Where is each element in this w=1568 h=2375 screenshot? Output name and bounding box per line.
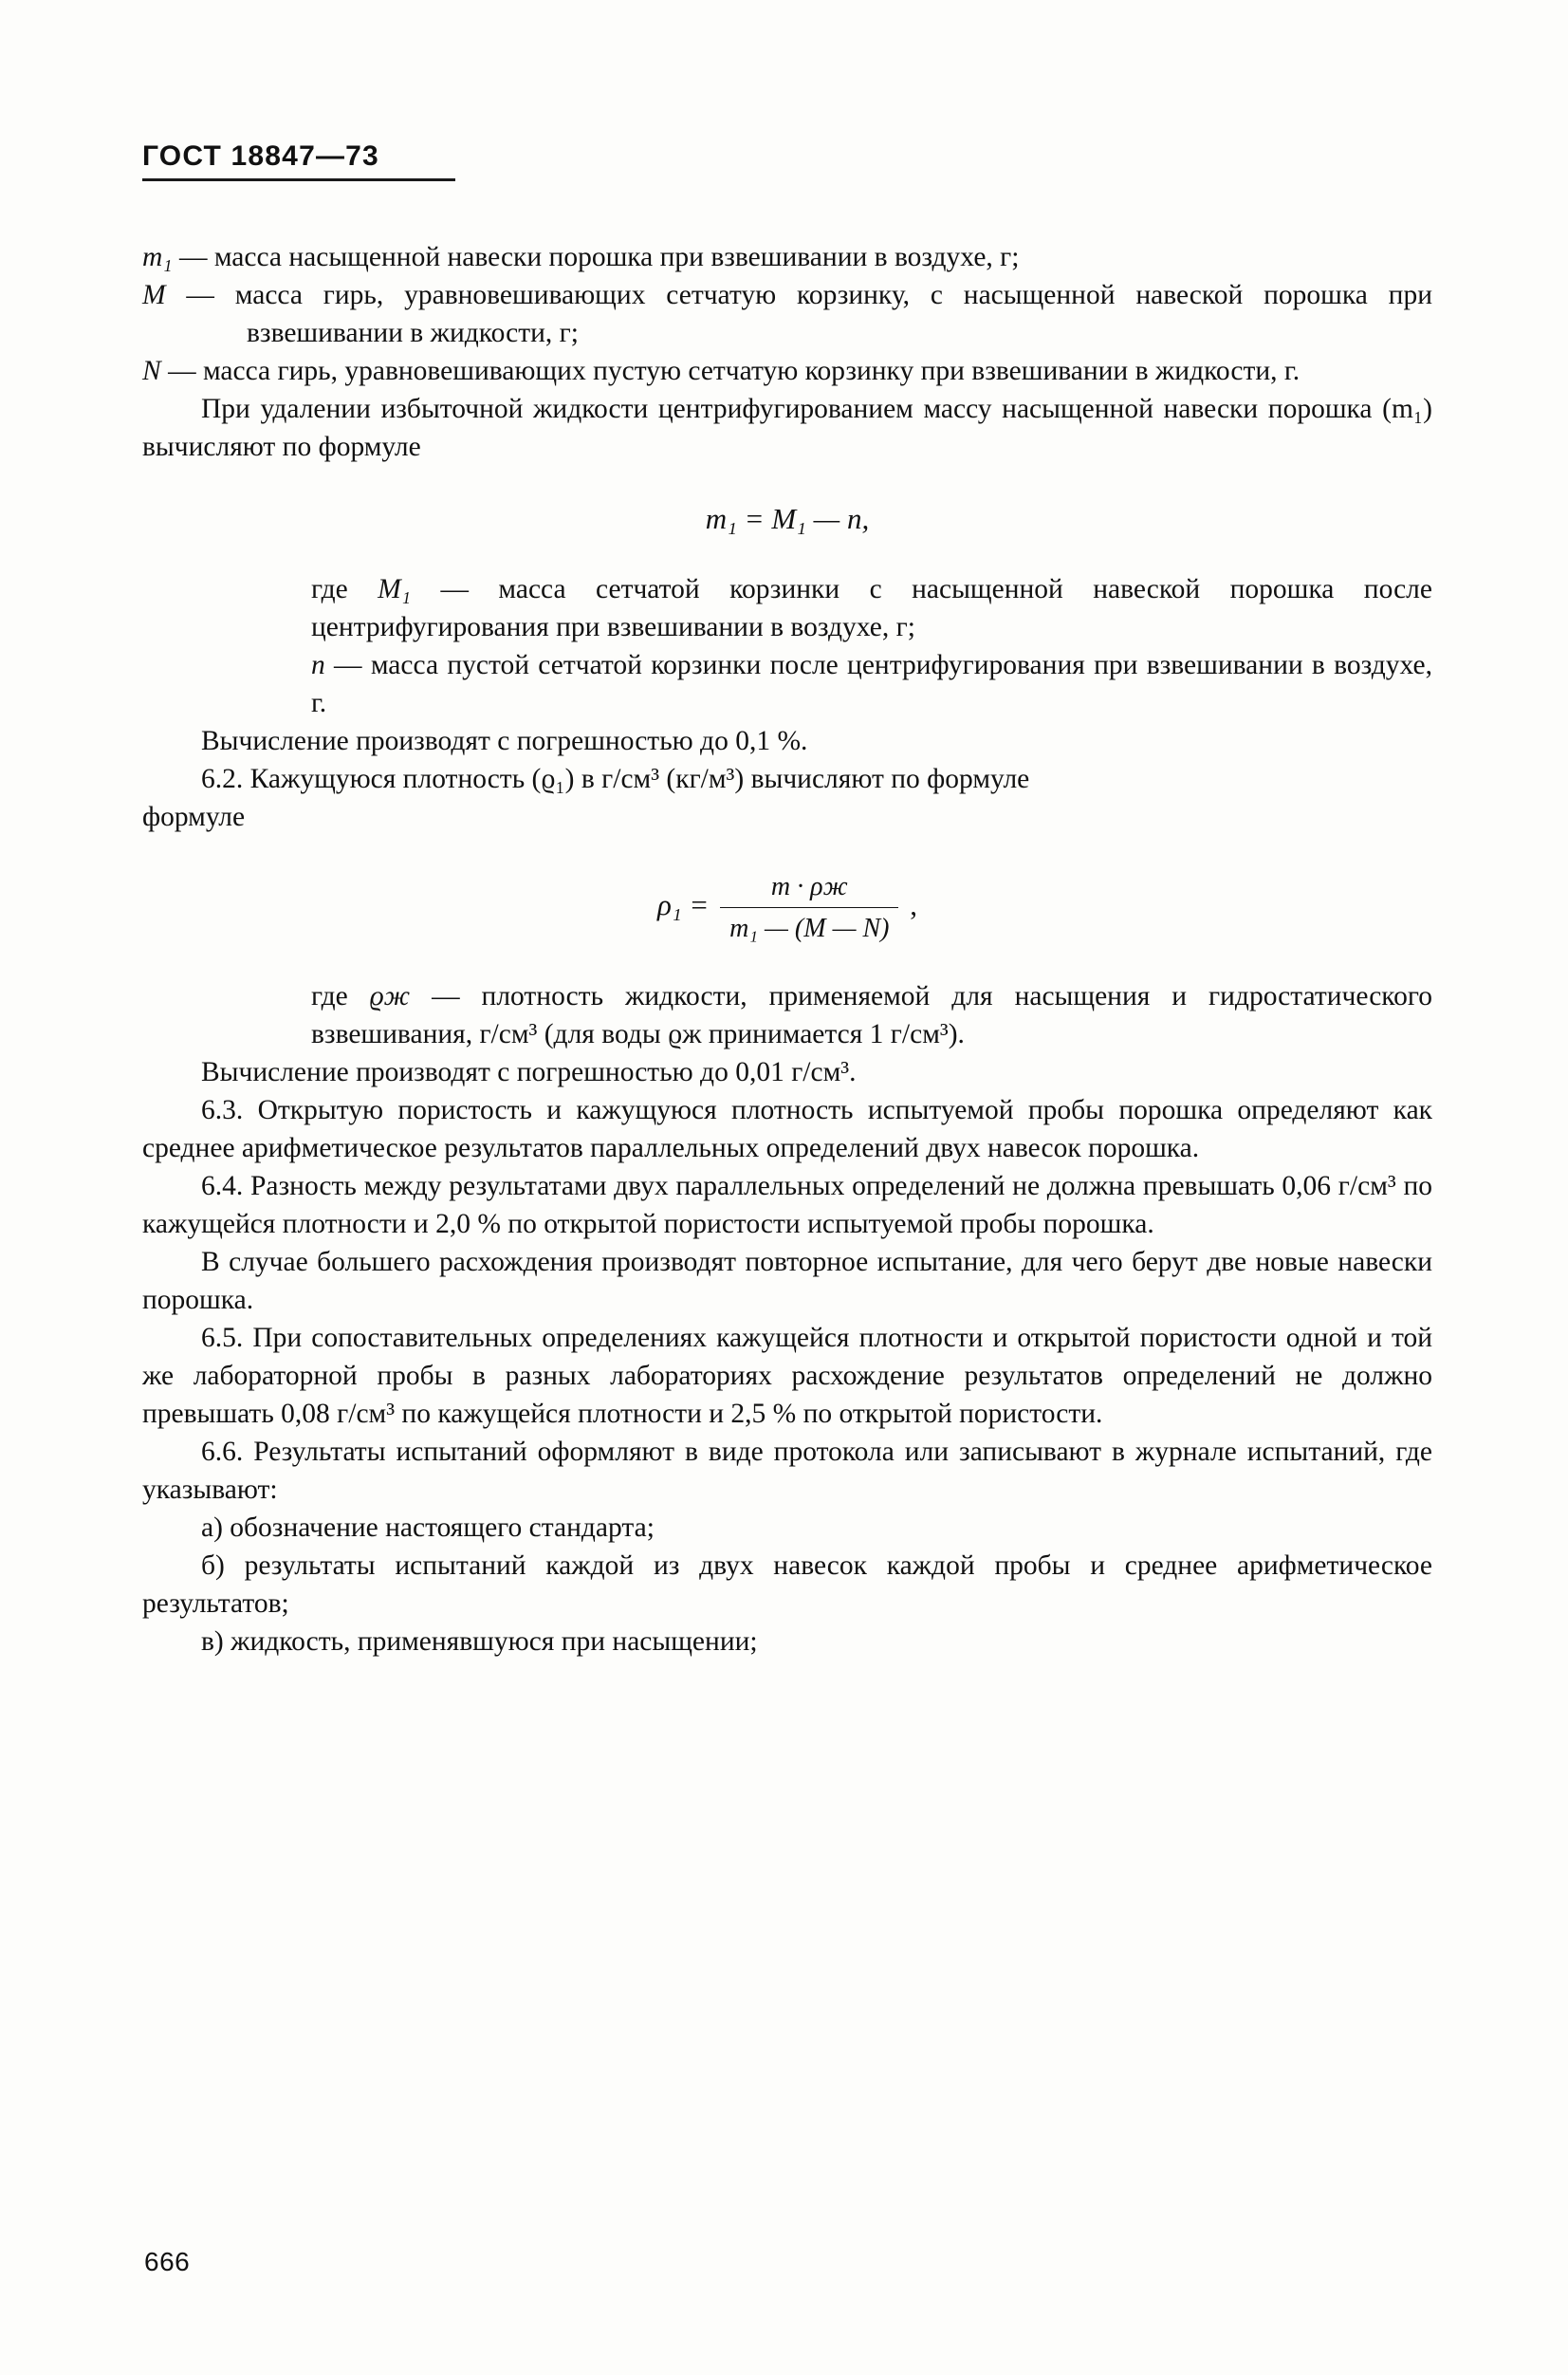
definition-item	[311, 647, 1432, 723]
definition-symbol: M	[142, 279, 166, 310]
page-number: 666	[144, 2247, 191, 2276]
paragraph-centrifuge: При удалении избыточной жидкости центрифугированием массу насыщенной навески порошка (m₁) вычисляют по формуле	[142, 393, 1432, 462]
list-item: б) результаты испытаний каждой из двух навесок каждой пробы и среднее арифметическое результатов;	[142, 1550, 1432, 1619]
definition-item	[142, 277, 1433, 353]
definition-text: — масса гирь, уравновешивающих пустую сетчатую корзинку при взвешивании в жидкости, г.	[168, 355, 1301, 386]
paragraph-precision-1: Вычисление производят с погрешностью до 0,1 %.	[201, 725, 808, 756]
definition-item	[311, 978, 1432, 1054]
definition-item	[142, 353, 1432, 391]
definition-item	[142, 239, 1432, 277]
definition-symbol: N	[142, 355, 161, 386]
definition-item	[311, 571, 1432, 647]
paragraph-discrepancy: В случае большего расхождения производят повторное испытание, для чего берут две новые навески порошка.	[142, 1247, 1432, 1316]
definition-symbol: n	[311, 649, 325, 680]
paragraph-precision-2: Вычисление производят с погрешностью до 0,01 г/см³.	[201, 1057, 857, 1088]
clause-6-3: 6.3. Открытую пористость и кажущуюся плотность испытуемой пробы порошка определяют как среднее арифметическое результатов параллельных определений двух навесок порошка.	[142, 1095, 1432, 1164]
definition-text: — масса пустой сетчатой корзинки после центрифугирования при взвешивании в воздухе, г.	[311, 649, 1432, 718]
clause-6-4: 6.4. Разность между результатами двух параллельных определений не должна превышать 0,06 г/см³ по кажущейся плотности и 2,0 % по открытой пористости испытуемой пробы порошка.	[142, 1171, 1432, 1240]
formula-numerator: m · ρж	[720, 869, 898, 908]
standard-number: ГОСТ 18847—73	[142, 140, 379, 172]
list-item: в) жидкость, применявшуюся при насыщении;	[201, 1625, 758, 1657]
definition-symbol: M₁	[378, 573, 412, 604]
definition-text: — масса насыщенной навески порошка при взвешивании в воздухе, г;	[178, 242, 1020, 272]
formula-expression: m₁ = M₁ — n,	[705, 501, 870, 535]
formula-mass-saturated	[142, 499, 1432, 539]
definition-symbol: ϱж	[369, 981, 411, 1012]
clause-6-5: 6.5. При сопоставительных определениях кажущейся плотности и открытой пористости одной и той же лабораторной пробы в разных лабораториях расхождение результатов определений не должно превышать 0,08 г/см³ по кажущейся плотности и 2,5 % по открытой пористости.	[142, 1323, 1432, 1430]
document-body	[142, 239, 1432, 1661]
definition-text: — масса гирь, уравновешивающих сетчатую корзинку, с насыщенной навеской порошка при взвешивании в жидкости, г;	[186, 279, 1433, 348]
where-label: где	[311, 981, 348, 1012]
clause-6-6: 6.6. Результаты испытаний оформляют в виде протокола или записывают в журнале испытаний, где указывают:	[142, 1437, 1432, 1506]
clause-6-2: 6.2. Кажущуюся плотность (ϱ₁) в г/см³ (кг/м³) вычисляют по формуле	[201, 763, 1030, 794]
page-header	[142, 140, 1404, 181]
header-divider	[142, 178, 455, 181]
where-label: где	[311, 573, 348, 604]
definition-text: — плотность жидкости, применяемой для насыщения и гидростатического взвешивания, г/см³ (для воды ϱж принимается 1 г/см³).	[311, 981, 1432, 1050]
clause-6-2-continuation: формуле	[142, 801, 246, 832]
definition-symbol: m₁	[142, 242, 173, 272]
list-item: а) обозначение настоящего стандарта;	[201, 1512, 655, 1544]
formula-lhs: ρ₁ =	[657, 887, 710, 921]
formula-denominator: m₁ — (M — N)	[729, 913, 890, 943]
definition-text: — масса сетчатой корзинки с насыщенной навеской порошка после центрифугирования при взвешивании в воздухе, г;	[311, 573, 1432, 642]
formula-apparent-density	[142, 869, 1432, 947]
formula-fraction	[720, 869, 898, 947]
formula-trailing-comma: ,	[910, 887, 917, 921]
